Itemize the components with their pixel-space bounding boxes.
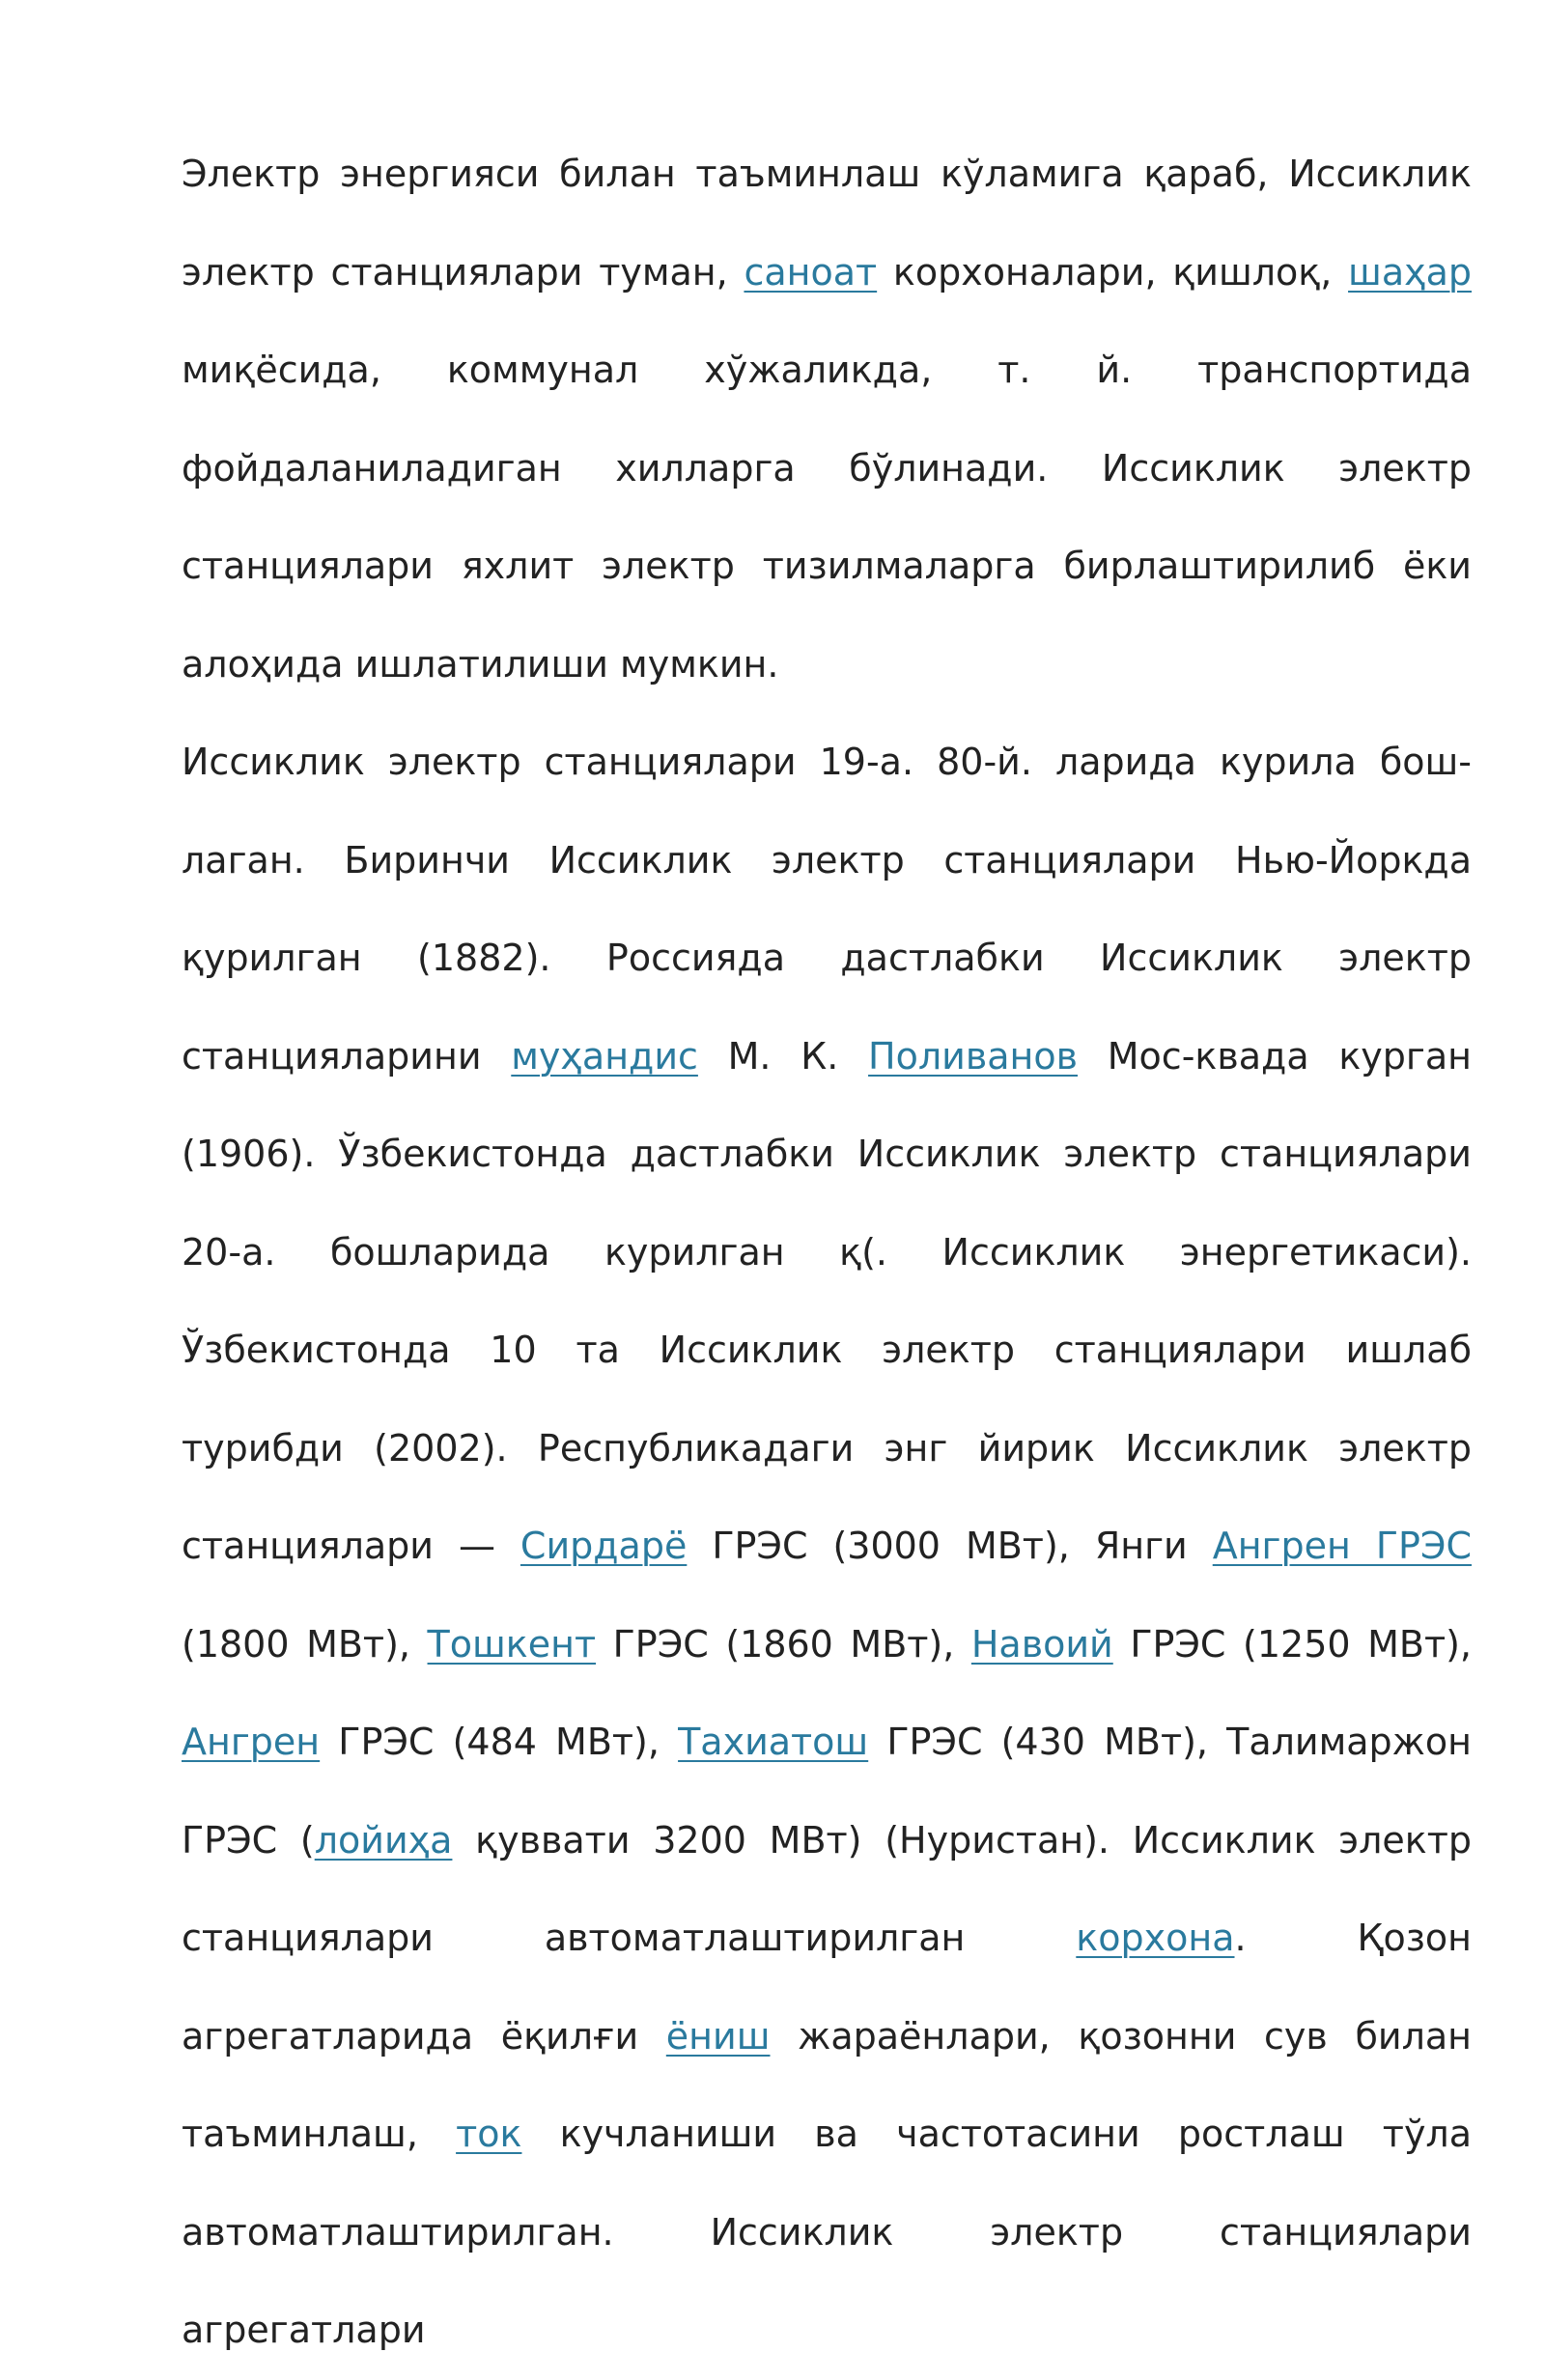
text-segment: Электр энергияси билан таъминлаш кўламига қараб, Иссиклик электр станциялари туман, xyxy=(182,153,1472,294)
text-segment: ГРЭС (1860 МВт), xyxy=(596,1622,971,1666)
text-segment: ГРЭС (3000 МВт), Янги xyxy=(687,1525,1213,1567)
link-loyiha[interactable]: лойиҳа xyxy=(314,1818,453,1862)
document-body xyxy=(182,126,1472,2380)
paragraph-1 xyxy=(182,126,1472,714)
text-segment: ГРЭС (430 МВт), Талимаржон ГРЭС ( xyxy=(182,1721,1472,1862)
link-korxona[interactable]: корхона xyxy=(1076,1917,1235,1959)
text-segment: (1800 МВт), xyxy=(182,1622,428,1666)
link-toshkent[interactable]: Тошкент xyxy=(427,1622,597,1666)
link-muhandis[interactable]: муҳандис xyxy=(511,1034,698,1078)
link-yonish[interactable]: ёниш xyxy=(665,2014,771,2058)
paragraph-2 xyxy=(182,714,1472,2380)
text-segment: кучланиши ва частотасини ростлаш тўла автоматлаштирилган. Иссиклик электр станциялари агрегатлари xyxy=(182,2113,1473,2351)
text-segment: М. К. xyxy=(697,1034,869,1078)
link-angren-gres[interactable]: Ангрен ГРЭС xyxy=(1212,1525,1472,1567)
link-polivanov[interactable]: Поливанов xyxy=(868,1034,1079,1078)
link-angren[interactable]: Ангрен xyxy=(182,1721,321,1763)
text-segment: ГРЭС (484 МВт), xyxy=(320,1721,679,1763)
link-sirdaryo[interactable]: Сирдарё xyxy=(520,1525,688,1567)
text-segment: қуввати 3200 МВт) (Нуристан). Иссиклик электр станциялари автоматлаштирилган xyxy=(182,1818,1472,1959)
link-shahar[interactable]: шаҳар xyxy=(1348,250,1472,294)
link-taxiatosh[interactable]: Тахиатош xyxy=(678,1721,869,1763)
link-sanoat[interactable]: саноат xyxy=(744,250,878,294)
text-segment: корхоналари, қишлоқ, xyxy=(877,250,1349,294)
text-segment: ГРЭС (1250 МВт), xyxy=(1112,1622,1472,1666)
text-segment: жараёнлари, қозонни сув билан таъминлаш, xyxy=(182,2014,1472,2155)
text-segment: . Қозон агрегатларида ёқилғи xyxy=(182,1917,1472,2058)
text-segment: Мос-квада курган (1906). Ўзбекистонда дастлабки Иссиклик электр станциялари 20-а. бошларида курилган қ(. Иссиклик энергетикаси). Ўзбекистонда 10 та Иссиклик электр станциялари ишлаб турибди (2002). Республикадаги энг йирик Иссиклик электр станциялари — xyxy=(182,1034,1472,1567)
text-segment: Иссиклик электр станциялари 19-а. 80-й. ларида курила бош-лаган. Биринчи Иссиклик электр станциялари Нью-Йоркда қурилган (1882). Россияда дастлабки Иссиклик электр станцияларини xyxy=(182,741,1472,1078)
link-tok[interactable]: ток xyxy=(456,2113,522,2155)
link-navoiy[interactable]: Навоий xyxy=(970,1622,1113,1666)
text-segment: миқёсида, коммунал хўжаликда, т. й. транспортида фойдаланиладиган хилларга бўлинади. Иссиклик электр станциялари яхлит электр тизилмаларга бирлаштирилиб ёки алоҳида ишлатилиши мумкин. xyxy=(182,349,1472,686)
